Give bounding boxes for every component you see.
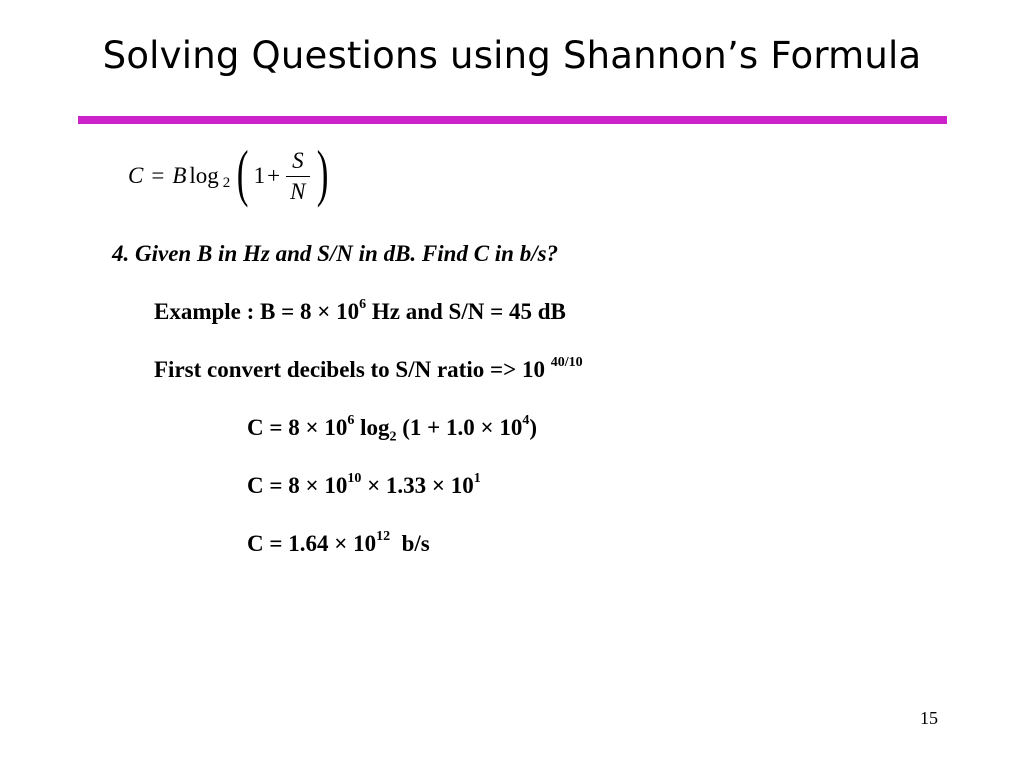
- formula-one: 1: [253, 163, 266, 188]
- step-1-c: (1 + 1.0 × 10: [396, 415, 523, 440]
- formula-left-paren: (: [237, 137, 249, 208]
- step-3-line: [247, 531, 430, 557]
- formula-capacity: C: [128, 163, 144, 188]
- formula-bandwidth: B: [172, 163, 187, 188]
- step-2-b: × 1.33 × 10: [361, 473, 474, 498]
- slide-title: Solving Questions using Shannon’s Formula: [102, 34, 922, 77]
- formula-noise: N: [290, 178, 306, 204]
- step-2-a: C = 8 × 10: [247, 473, 348, 498]
- convert-line: [154, 357, 583, 383]
- formula-snr-fraction: [286, 148, 310, 205]
- step-2-line: [247, 473, 481, 499]
- step-3-a: C = 1.64 × 10: [247, 531, 377, 556]
- formula-right-paren: ): [316, 137, 329, 208]
- formula-log: log: [189, 163, 219, 188]
- step-3-a-exp: 12: [376, 529, 391, 545]
- shannon-formula: [128, 136, 333, 216]
- step-1-line: [247, 415, 537, 446]
- formula-signal: S: [286, 148, 310, 177]
- step-2-a-exp: 10: [347, 471, 362, 487]
- step-1-a: C = 8 × 10: [247, 415, 348, 440]
- step-3-b: b/s: [390, 531, 430, 556]
- example-line: [154, 299, 566, 325]
- convert-prefix: First convert decibels to S/N ratio => 10: [154, 357, 551, 382]
- convert-exponent: 40/10: [550, 355, 583, 371]
- formula-equals: =: [151, 163, 165, 188]
- example-prefix: Example : B = 8 × 10: [154, 299, 360, 324]
- formula-log-base: 2: [222, 174, 231, 191]
- step-2-b-exp: 1: [473, 471, 481, 487]
- step-1-log-base: 2: [389, 429, 397, 445]
- example-exponent: 6: [359, 297, 367, 313]
- title-divider: [78, 116, 947, 124]
- question-text: 4. Given B in Hz and S/N in dB. Find C in b/s?: [112, 241, 559, 266]
- step-1-a-exp: 6: [347, 413, 355, 429]
- formula-plus: +: [267, 163, 281, 188]
- step-1-c-exp: 4: [522, 413, 530, 429]
- step-1-d: ): [529, 415, 538, 440]
- step-1-b: log: [354, 415, 390, 440]
- page-number: 15: [920, 708, 938, 728]
- example-suffix: Hz and S/N = 45 dB: [366, 299, 566, 324]
